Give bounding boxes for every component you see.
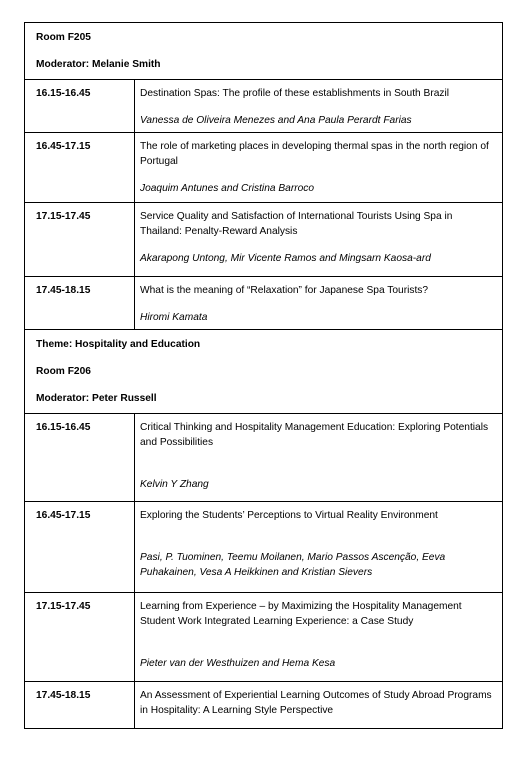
time-slot: 17.45-18.15 xyxy=(25,682,135,729)
talk-title: Learning from Experience – by Maximizing the Hospitality Management Student Work Integrated Learning Experience: a Case Study xyxy=(140,601,462,627)
talk-authors: Kelvin Y Zhang xyxy=(140,479,209,490)
talk-cell xyxy=(135,502,503,593)
room-label: Room F205 xyxy=(36,32,91,43)
talk-authors: Vanessa de Oliveira Menezes and Ana Paula Perardt Farias xyxy=(140,115,412,126)
talk-title: Service Quality and Satisfaction of International Tourists Using Spa in Thailand: Penalty-Reward Analysis xyxy=(140,211,453,237)
moderator-label: Moderator: Peter Russell xyxy=(36,393,157,404)
talk-authors: Akarapong Untong, Mir Vicente Ramos and Mingsarn Kaosa-ard xyxy=(140,253,431,264)
time-slot: 17.45-18.15 xyxy=(25,277,135,330)
talk-title: The role of marketing places in developing thermal spas in the north region of Portugal xyxy=(140,141,489,167)
talk-title: Critical Thinking and Hospitality Management Education: Exploring Potentials and Possibilities xyxy=(140,422,489,448)
talk-title: What is the meaning of “Relaxation” for Japanese Spa Tourists? xyxy=(140,285,429,296)
talk-title: Destination Spas: The profile of these establishments in South Brazil xyxy=(140,88,450,99)
talk-authors: Pasi, P. Tuominen, Teemu Moilanen, Mario Passos Ascenção, Eeva Puhakainen, Vesa A Heikkinen and Kristian Sievers xyxy=(140,552,446,578)
talk-cell xyxy=(135,414,503,502)
table-row xyxy=(25,414,503,502)
talk-authors: Hiromi Kamata xyxy=(140,312,208,323)
table-row xyxy=(25,593,503,682)
schedule-page xyxy=(24,22,502,729)
time-slot: 17.15-17.45 xyxy=(25,593,135,682)
moderator-label: Moderator: Melanie Smith xyxy=(36,59,161,70)
talk-title: An Assessment of Experiential Learning Outcomes of Study Abroad Programs in Hospitality: A Learning Style Perspective xyxy=(140,690,492,716)
talk-cell xyxy=(135,277,503,330)
talk-cell xyxy=(135,133,503,203)
time-slot: 17.15-17.45 xyxy=(25,203,135,277)
talk-cell xyxy=(135,203,503,277)
time-slot: 16.45-17.15 xyxy=(25,502,135,593)
time-slot: 16.15-16.45 xyxy=(25,414,135,502)
talk-cell xyxy=(135,80,503,133)
table-row xyxy=(25,133,503,203)
time-slot: 16.45-17.15 xyxy=(25,133,135,203)
table-row xyxy=(25,682,503,729)
talk-title: Exploring the Students’ Perceptions to Virtual Reality Environment xyxy=(140,510,438,521)
room-label: Room F206 xyxy=(36,366,91,377)
talk-authors: Pieter van der Westhuizen and Hema Kesa xyxy=(140,658,336,669)
time-slot: 16.15-16.45 xyxy=(25,80,135,133)
table-row xyxy=(25,80,503,133)
session-header-f206 xyxy=(25,330,503,414)
talk-cell xyxy=(135,682,503,729)
theme-label: Theme: Hospitality and Education xyxy=(36,339,201,350)
talk-cell xyxy=(135,593,503,682)
table-row xyxy=(25,203,503,277)
table-row xyxy=(25,277,503,330)
table-row xyxy=(25,502,503,593)
schedule-table xyxy=(24,22,503,729)
talk-authors: Joaquim Antunes and Cristina Barroco xyxy=(140,183,315,194)
session-header-f205 xyxy=(25,23,503,80)
